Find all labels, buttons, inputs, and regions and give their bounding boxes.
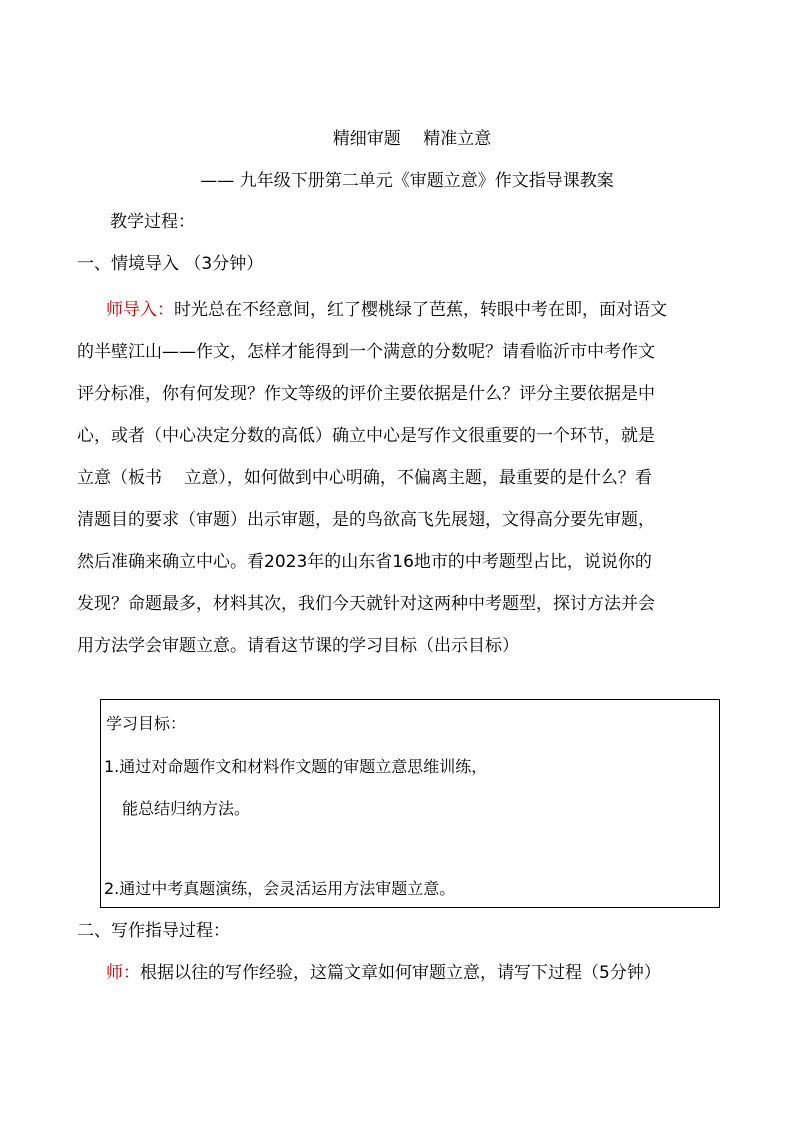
- goals-heading: 学习目标：: [106, 714, 187, 733]
- paragraph-line-3: 评分标准，你有何发现？作文等级的评价主要依据是什么？评分主要依据是中: [77, 384, 655, 404]
- paragraph-line-8: 发现？命题最多，材料其次，我们今天就针对这两种中考题型，探讨方法并会: [77, 594, 655, 614]
- goal-item-1-continued: 能总结归纳方法。: [122, 799, 251, 818]
- paragraph-line-6: 清题目的要求（审题）出示审题，是的鸟欲高飞先展翅，文得高分要先审题，: [77, 510, 655, 530]
- paragraph-line-5: 立意（板书 立意），如何做到中心明确，不偏离主题，最重要的是什么？看: [77, 468, 652, 488]
- doc-subtitle: —— 九年级下册第二单元《审题立意》作文指导课教案: [200, 171, 614, 191]
- section2-instruction: 师：根据以往的写作经验，这篇文章如何审题立意，请写下过程（5分钟）: [106, 963, 661, 983]
- learning-goals-box: [100, 699, 720, 908]
- doc-title: 精细审题 精准立意: [332, 129, 492, 149]
- goal-item-2: 2.通过中考真题演练，会灵活运用方法审题立意。: [104, 879, 456, 898]
- paragraph-line-1: 师导入：时光总在不经意间，红了樱桃绿了芭蕉，转眼中考在即，面对语文: [106, 300, 667, 320]
- paragraph-line-9: 用方法学会审题立意。请看这节课的学习目标（出示目标）: [77, 636, 519, 656]
- teacher-tag: 师导入：: [106, 300, 174, 320]
- section1-heading: 一、情境导入 （3分钟）: [77, 254, 264, 274]
- section2-heading: 二、写作指导过程：: [77, 921, 230, 941]
- process-label: 教学过程：: [110, 212, 195, 232]
- paragraph-line-7: 然后准确来确立中心。看2023年的山东省16地市的中考题型占比，说说你的: [77, 552, 652, 572]
- paragraph-line-2: 的半壁江山——作文，怎样才能得到一个满意的分数呢？请看临沂市中考作文: [77, 342, 655, 362]
- goal-item-1: 1.通过对命题作文和材料作文题的审题立意思维训练，: [104, 757, 488, 776]
- paragraph-line-4: 心，或者（中心决定分数的高低）确立中心是写作文很重要的一个环节，就是: [77, 426, 655, 446]
- teacher-tag-2: 师：: [106, 963, 140, 983]
